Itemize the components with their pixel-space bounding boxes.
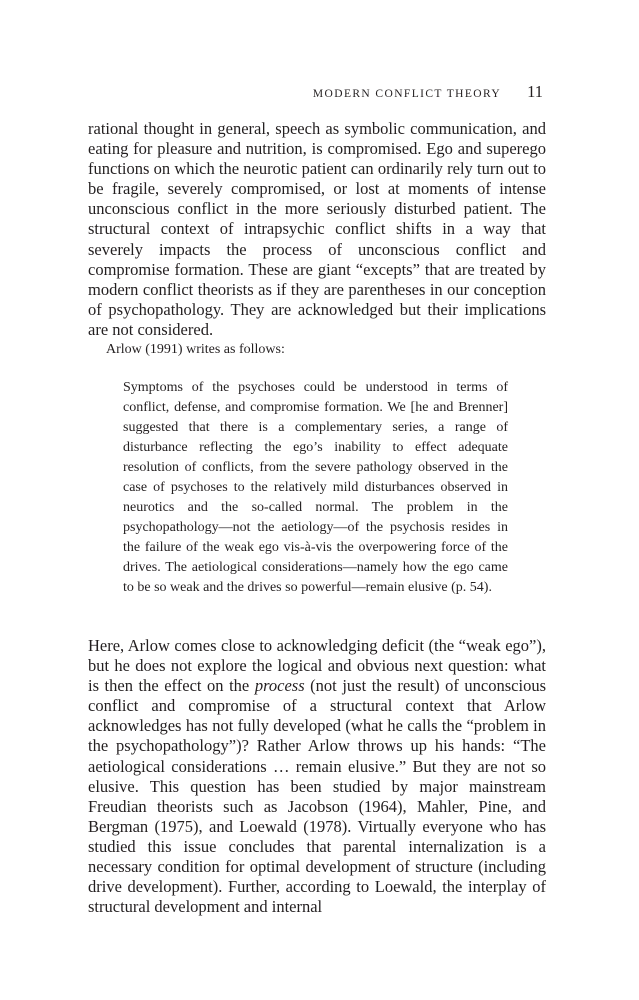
page-number: 11 <box>527 82 543 101</box>
body-paragraph-2 <box>88 636 546 917</box>
paragraph-2-text-start: Here, Arlow comes close to acknowledging deficit (the “weak ego”), but he does not explore the logical and obvious next question: what is then the effect on the <box>88 636 546 696</box>
running-title: MODERN CONFLICT THEORY <box>312 88 502 100</box>
paragraph-2-text-end: (not just the result) of unconscious conflict and compromise of a structural context that Arlow acknowledges has not fully developed (what he calls the “problem in the psychopathology”)? Rather Arlow throws up his hands: “The aetiological considerations … remain elusive.” But they are not so elusive. This question has been studied by major mainstream Freudian theorists such as Jacobson (1964), Mahler, Pine, and Bergman (1975), and Loewald (1978). Virtually everyone who has studied this issue concludes that parental internalization is a necessary condition for optimal development of structure (including drive development). Further, according to Loewald, the interplay of structural development and internal <box>88 676 546 917</box>
paragraph-2-italic-word: process <box>254 676 305 696</box>
block-quote: Symptoms of the psychoses could be understood in terms of conflict, defense, and compromise formation. We [he and Brenner] suggested that there is a complementary series, a range of disturbance reflecting the ego’s inability to effect adequate resolution of conflicts, from the severe pathology observed in the case of psychoses to the relatively mild disturbances observed in neurotics and the so-called normal. The problem in the psychopathology—not the aetiology—of the psychosis resides in the failure of the weak ego vis-à-vis the overpowering force of the drives. The aetiological considerations—namely how the ego came to be so weak and the drives so powerful—remain elusive (p. 54). <box>123 380 508 595</box>
running-head <box>313 82 543 102</box>
quote-intro: Arlow (1991) writes as follows: <box>106 342 285 357</box>
body-paragraph-1: rational thought in general, speech as symbolic communication, and eating for pleasure and nutrition, is compromised. Ego and superego functions on which the neurotic patient can ordinarily rely turn out to be fragile, severely compromised, or lost at moments of intense unconscious conflict in the more seriously disturbed patient. The structural context of intrapsychic conflict shifts in a way that severely impacts the process of unconscious conflict and compromise formation. These are giant “excepts” that are treated by modern conflict theorists as if they are parentheses in our conception of psychopathology. They are acknowledged but their implications are not considered. <box>88 119 546 339</box>
